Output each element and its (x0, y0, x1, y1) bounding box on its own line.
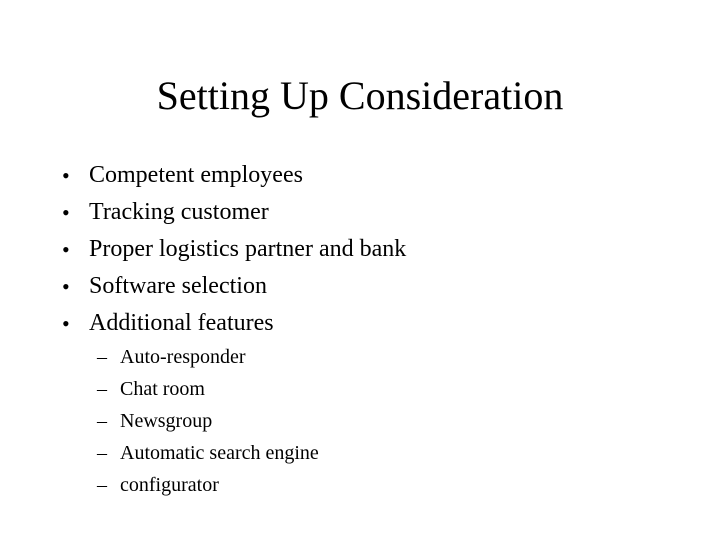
dash-marker: – (97, 410, 107, 432)
bullet-marker: • (62, 163, 70, 188)
subbullet-item (0, 405, 720, 437)
bullet-text: Additional features (89, 310, 274, 336)
bullet-item (0, 268, 720, 305)
subbullet-item (0, 341, 720, 373)
bullet-text: Competent employees (89, 162, 303, 188)
bullet-item (0, 157, 720, 194)
bullet-item (0, 194, 720, 231)
dash-marker: – (97, 474, 107, 496)
subbullet-item (0, 469, 720, 501)
subbullet-text: configurator (120, 474, 219, 496)
subbullet-text: Chat room (120, 378, 205, 400)
bullet-text: Proper logistics partner and bank (89, 236, 407, 262)
bullet-list (0, 157, 720, 342)
bullet-marker: • (62, 237, 70, 262)
subbullet-item (0, 437, 720, 469)
slide-title: Setting Up Consideration (156, 73, 564, 118)
subbullet-item (0, 373, 720, 405)
dash-marker: – (97, 378, 107, 400)
subbullet-list (0, 341, 720, 501)
bullet-text: Tracking customer (89, 199, 269, 225)
bullet-marker: • (62, 311, 70, 336)
bullet-text: Software selection (89, 273, 267, 299)
subbullet-text: Automatic search engine (120, 442, 319, 464)
bullet-marker: • (62, 274, 70, 299)
bullet-marker: • (62, 200, 70, 225)
dash-marker: – (97, 442, 107, 464)
bullet-item (0, 231, 720, 268)
dash-marker: – (97, 346, 107, 368)
bullet-item (0, 305, 720, 342)
subbullet-text: Newsgroup (120, 410, 213, 432)
subbullet-text: Auto-responder (120, 346, 246, 368)
